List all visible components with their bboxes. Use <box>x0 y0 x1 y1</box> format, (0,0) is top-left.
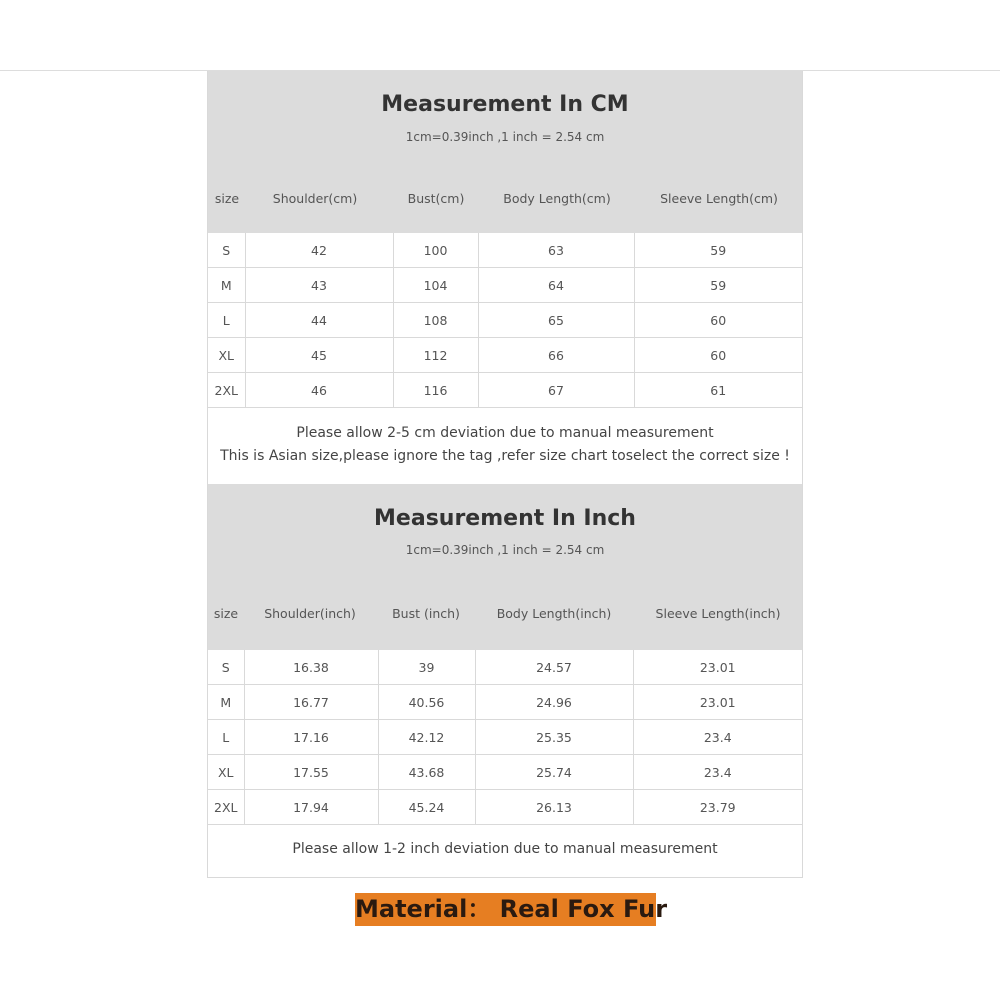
size-cell: S <box>208 233 245 268</box>
measurement-cell: 46 <box>245 373 393 408</box>
cm-conversion-note: 1cm=0.39inch ,1 inch = 2.54 cm <box>405 130 605 144</box>
measurement-cell: 23.4 <box>633 720 802 755</box>
deviation-note-text: Please allow 2-5 cm deviation due to manual measurement <box>296 425 714 441</box>
cm-section-header <box>208 71 802 233</box>
column-header-shoulder: Shoulder(cm) <box>272 191 358 206</box>
column-header-shoulder: Shoulder(inch) <box>264 606 356 621</box>
size-cell: M <box>208 268 245 303</box>
measurement-cell: 24.57 <box>475 650 633 685</box>
inch-section-title: Measurement In Inch <box>374 506 636 531</box>
measurement-cell: 40.56 <box>378 685 475 720</box>
measurement-cell: 45 <box>245 338 393 373</box>
column-header-bust: Bust(cm) <box>407 191 465 206</box>
measurement-cell: 67 <box>478 373 634 408</box>
column-header-size: size <box>214 191 240 206</box>
asian-size-note-text: This is Asian size,please ignore the tag ,refer size chart toselect the correct size ! <box>220 448 790 464</box>
size-cell: M <box>208 685 244 720</box>
table-row <box>208 303 802 338</box>
measurement-cell: 104 <box>393 268 478 303</box>
measurement-cell: 63 <box>478 233 634 268</box>
column-header-body-length: Body Length(cm) <box>503 191 611 206</box>
size-cell: XL <box>208 755 244 790</box>
measurement-cell: 26.13 <box>475 790 633 825</box>
size-cell: 2XL <box>208 790 244 825</box>
measurement-cell: 65 <box>478 303 634 338</box>
measurement-cell: 24.96 <box>475 685 633 720</box>
size-chart <box>207 71 803 878</box>
table-row <box>208 338 802 373</box>
table-row <box>208 755 802 790</box>
measurement-cell: 16.77 <box>244 685 378 720</box>
column-header-size: size <box>213 606 239 621</box>
measurement-cell: 17.55 <box>244 755 378 790</box>
measurement-cell: 43 <box>245 268 393 303</box>
column-header-sleeve-length: Sleeve Length(inch) <box>655 606 781 621</box>
inch-conversion-note: 1cm=0.39inch ,1 inch = 2.54 cm <box>405 543 605 557</box>
measurement-cell: 59 <box>634 268 802 303</box>
measurement-cell: 66 <box>478 338 634 373</box>
cm-table <box>208 233 802 408</box>
measurement-cell: 45.24 <box>378 790 475 825</box>
measurement-cell: 17.94 <box>244 790 378 825</box>
measurement-cell: 112 <box>393 338 478 373</box>
size-cell: XL <box>208 338 245 373</box>
size-cell: L <box>208 303 245 338</box>
measurement-cell: 64 <box>478 268 634 303</box>
measurement-cell: 100 <box>393 233 478 268</box>
table-row <box>208 268 802 303</box>
measurement-cell: 25.74 <box>475 755 633 790</box>
table-row <box>208 720 802 755</box>
measurement-cell: 42 <box>245 233 393 268</box>
measurement-cell: 23.79 <box>633 790 802 825</box>
measurement-cell: 42.12 <box>378 720 475 755</box>
measurement-cell: 17.16 <box>244 720 378 755</box>
column-header-body-length: Body Length(inch) <box>496 606 612 621</box>
measurement-cell: 16.38 <box>244 650 378 685</box>
cm-section-title: Measurement In CM <box>381 92 629 117</box>
measurement-cell: 23.01 <box>633 650 802 685</box>
measurement-cell: 23.01 <box>633 685 802 720</box>
table-row <box>208 790 802 825</box>
material-label: Material： Real Fox Fur <box>355 893 656 926</box>
size-cell: S <box>208 650 244 685</box>
measurement-cell: 25.35 <box>475 720 633 755</box>
size-cell: L <box>208 720 244 755</box>
measurement-cell: 59 <box>634 233 802 268</box>
measurement-cell: 60 <box>634 303 802 338</box>
cm-deviation-note <box>208 408 802 484</box>
measurement-cell: 108 <box>393 303 478 338</box>
size-cell: 2XL <box>208 373 245 408</box>
column-header-sleeve-length: Sleeve Length(cm) <box>660 191 778 206</box>
measurement-cell: 44 <box>245 303 393 338</box>
measurement-cell: 43.68 <box>378 755 475 790</box>
measurement-cell: 116 <box>393 373 478 408</box>
inch-deviation-note-text: Please allow 1-2 inch deviation due to manual measurement <box>292 841 718 857</box>
table-row <box>208 373 802 408</box>
table-row <box>208 650 802 685</box>
inch-section-header <box>208 484 802 650</box>
inch-table <box>208 650 802 825</box>
measurement-cell: 39 <box>378 650 475 685</box>
table-row <box>208 685 802 720</box>
measurement-cell: 23.4 <box>633 755 802 790</box>
inch-deviation-note <box>208 825 802 877</box>
measurement-cell: 61 <box>634 373 802 408</box>
column-header-bust: Bust (inch) <box>392 606 460 621</box>
table-row <box>208 233 802 268</box>
measurement-cell: 60 <box>634 338 802 373</box>
